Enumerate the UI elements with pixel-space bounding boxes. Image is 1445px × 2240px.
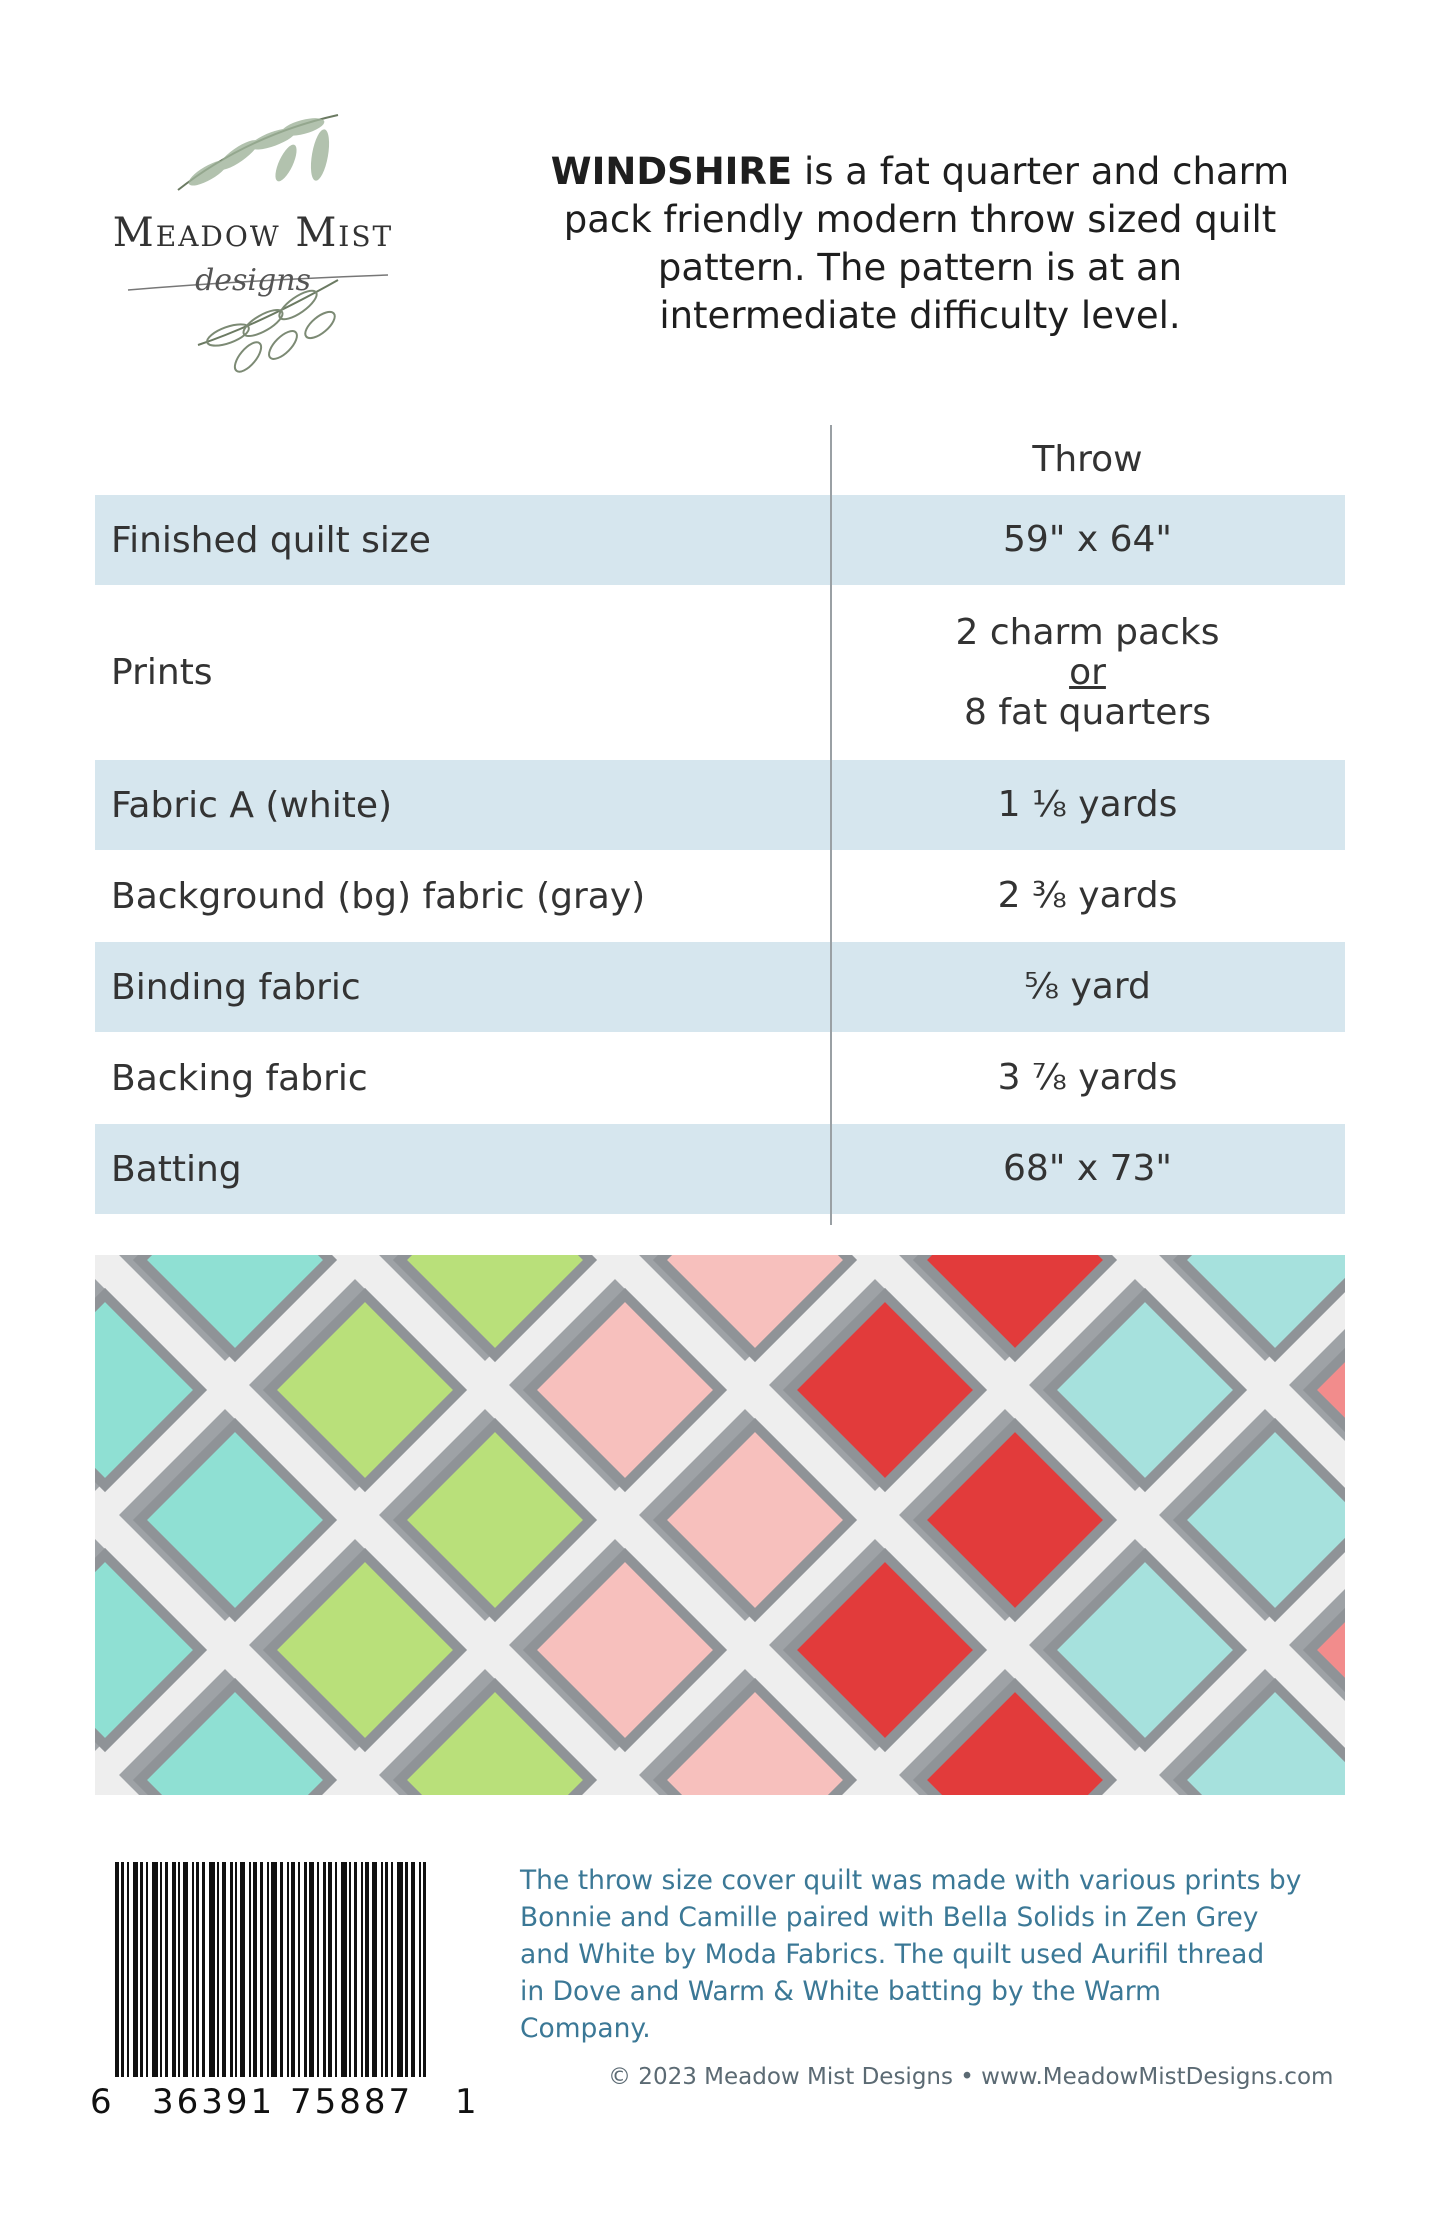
barcode-bar bbox=[146, 1862, 148, 2077]
barcode-bar bbox=[249, 1862, 251, 2077]
prints-option-1: 2 charm packs bbox=[955, 611, 1220, 653]
barcode-bar bbox=[260, 1862, 263, 2077]
barcode-digit-group: 36391 bbox=[152, 2082, 276, 2122]
copyright-footer: © 2023 Meadow Mist Designs • www.MeadowMistDesigns.com bbox=[608, 2064, 1334, 2090]
barcode-bar bbox=[133, 1862, 138, 2077]
barcode-bar bbox=[267, 1862, 269, 2077]
barcode-bar bbox=[271, 1862, 277, 2077]
row-value: 3 ⅞ yards bbox=[997, 1057, 1178, 1098]
barcode-digit-group: 1 bbox=[455, 2082, 480, 2122]
quilt-illustration bbox=[95, 1255, 1345, 1795]
barcode-bar bbox=[165, 1862, 168, 2077]
intro-paragraph bbox=[545, 148, 1295, 340]
logo-title: Meadow Mist bbox=[112, 210, 394, 256]
row-label: Finished quilt size bbox=[111, 519, 431, 561]
logo-subtitle: designs bbox=[195, 263, 311, 298]
row-label: Batting bbox=[111, 1148, 242, 1190]
barcode-bar bbox=[391, 1862, 393, 2077]
intro-line-1: is a fat quarter and charm bbox=[792, 150, 1290, 193]
table-header-row bbox=[95, 425, 1345, 495]
barcode-bar bbox=[140, 1862, 143, 2077]
credits-line: in Dove and Warm & White batting by the Warm bbox=[520, 1976, 1161, 2007]
intro-line-2: pack friendly modern throw sized quilt bbox=[563, 198, 1277, 241]
barcode-bar bbox=[304, 1862, 307, 2077]
credits-line: Company. bbox=[520, 2013, 651, 2044]
barcode-bar bbox=[349, 1862, 351, 2077]
barcode-bar bbox=[317, 1862, 319, 2077]
row-label: Backing fabric bbox=[111, 1057, 368, 1099]
barcode-bar bbox=[287, 1862, 289, 2077]
table-row bbox=[95, 1124, 1345, 1214]
barcode-bar bbox=[385, 1862, 388, 2077]
barcode-bar bbox=[196, 1862, 199, 2077]
table-row bbox=[95, 1032, 1345, 1124]
row-value: 59" x 64" bbox=[1003, 519, 1172, 560]
credits-line: The throw size cover quilt was made with various prints by bbox=[520, 1865, 1302, 1896]
requirements-table bbox=[95, 425, 1345, 1214]
row-label: Prints bbox=[111, 652, 213, 693]
barcode-bar bbox=[423, 1862, 426, 2077]
table-row bbox=[95, 942, 1345, 1032]
barcode-bar bbox=[335, 1862, 337, 2077]
barcode-bar bbox=[115, 1862, 119, 2077]
intro-line-4: intermediate difficulty level. bbox=[659, 294, 1181, 337]
barcode-bar bbox=[372, 1862, 377, 2077]
barcode-bar bbox=[298, 1862, 300, 2077]
table-row bbox=[95, 760, 1345, 850]
intro-line-3: pattern. The pattern is at an bbox=[657, 246, 1183, 289]
barcode-bar bbox=[160, 1862, 162, 2077]
barcode-bar bbox=[361, 1862, 363, 2077]
credits-line: Bonnie and Camille paired with Bella Solids in Zen Grey bbox=[520, 1902, 1259, 1933]
row-value: ⅝ yard bbox=[1024, 966, 1151, 1007]
barcode-bar bbox=[127, 1862, 129, 2077]
column-header-throw: Throw bbox=[1032, 439, 1143, 480]
table-row bbox=[95, 495, 1345, 585]
barcode-bar bbox=[217, 1862, 219, 2077]
credits-text bbox=[520, 1862, 1350, 2047]
barcode bbox=[115, 1862, 455, 2077]
barcode-bar bbox=[235, 1862, 237, 2077]
barcode-bar bbox=[419, 1862, 421, 2077]
logo bbox=[88, 95, 418, 405]
barcode-bar bbox=[183, 1862, 188, 2077]
credits-line: and White by Moda Fabrics. The quilt used Aurifil thread bbox=[520, 1939, 1265, 1970]
barcode-bar bbox=[172, 1862, 176, 2077]
barcode-bar bbox=[381, 1862, 383, 2077]
quilt-photo bbox=[95, 1255, 1345, 1795]
table-row bbox=[95, 850, 1345, 942]
barcode-bar bbox=[202, 1862, 205, 2077]
barcode-bar bbox=[397, 1862, 403, 2077]
barcode-bar bbox=[192, 1862, 194, 2077]
barcode-bar bbox=[411, 1862, 415, 2077]
barcode-bar bbox=[152, 1862, 158, 2077]
row-label: Binding fabric bbox=[111, 966, 361, 1008]
barcode-bar bbox=[209, 1862, 215, 2077]
barcode-bar bbox=[365, 1862, 369, 2077]
column-divider bbox=[830, 425, 832, 1225]
barcode-bar bbox=[309, 1862, 314, 2077]
barcode-bar bbox=[354, 1862, 357, 2077]
barcode-bar bbox=[178, 1862, 180, 2077]
row-label: Background (bg) fabric (gray) bbox=[111, 875, 646, 917]
barcode-bar bbox=[405, 1862, 408, 2077]
table-row bbox=[95, 585, 1345, 760]
prints-option-2: 8 fat quarters bbox=[964, 691, 1211, 733]
barcode-bar bbox=[341, 1862, 347, 2077]
barcode-bar bbox=[253, 1862, 257, 2077]
barcode-bar bbox=[280, 1862, 283, 2077]
barcode-bar bbox=[121, 1862, 124, 2077]
prints-or: or bbox=[1069, 651, 1106, 693]
barcode-bar bbox=[222, 1862, 226, 2077]
barcode-bar bbox=[291, 1862, 295, 2077]
barcode-bar bbox=[323, 1862, 326, 2077]
barcode-bar bbox=[240, 1862, 245, 2077]
barcode-digit-group: 6 bbox=[90, 2082, 115, 2122]
barcode-bar bbox=[230, 1862, 233, 2077]
row-label: Fabric A (white) bbox=[111, 784, 393, 826]
barcode-digit-group: 75887 bbox=[290, 2082, 414, 2122]
barcode-bar bbox=[328, 1862, 332, 2077]
barcode-bars bbox=[115, 1862, 455, 2077]
pattern-name: WINDSHIRE bbox=[550, 150, 793, 193]
row-value: 2 ⅜ yards bbox=[997, 875, 1178, 916]
row-value: 1 ⅛ yards bbox=[997, 784, 1178, 825]
row-value: 68" x 73" bbox=[1003, 1148, 1172, 1189]
row-value bbox=[830, 613, 1345, 733]
